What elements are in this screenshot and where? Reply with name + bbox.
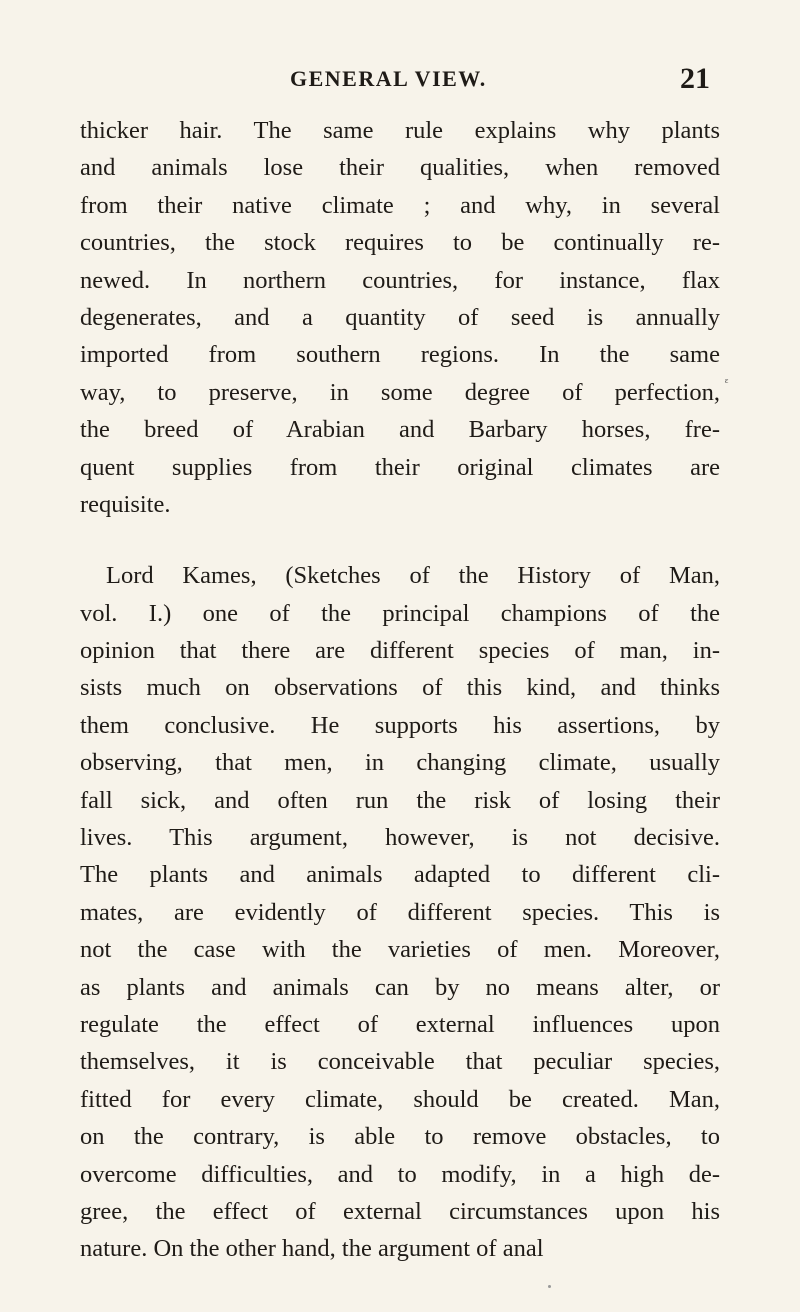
text-line: The plants and animals adapted to different cli- (80, 861, 720, 889)
text-line: not the case with the varieties of men. Moreover, (80, 936, 720, 964)
text-line: lives. This argument, however, is not decisive. (80, 824, 720, 852)
text-line: sists much on observations of this kind, and thinks (80, 674, 720, 702)
text-line: opinion that there are different species of man, in- (80, 637, 720, 665)
text-line: observing, that men, in changing climate, usually (80, 749, 720, 777)
paragraph-2 (80, 557, 720, 1267)
page-header (0, 62, 800, 96)
text-line: from their native climate ; and why, in several (80, 191, 720, 219)
page-number: 21 (680, 62, 710, 95)
body-text (80, 112, 720, 1268)
text-line: them conclusive. He supports his assertions, by (80, 711, 720, 739)
text-line: and animals lose their qualities, when removed (80, 154, 720, 182)
text-line: quent supplies from their original climates are (80, 453, 720, 481)
text-line: Lord Kames, (Sketches of the History of Man, (106, 562, 720, 590)
text-line: as plants and animals can by no means alter, or (80, 973, 720, 1001)
text-line: requisite. (80, 490, 171, 518)
text-line: vol. I.) one of the principal champions of the (80, 599, 720, 627)
ink-speck (548, 1285, 551, 1288)
text-line: nature. On the other hand, the argument of anal (80, 1235, 544, 1263)
text-line: countries, the stock requires to be continually re- (80, 229, 720, 257)
text-line: on the contrary, is able to remove obstacles, to (80, 1123, 720, 1151)
text-line: newed. In northern countries, for instance, flax (80, 266, 720, 294)
text-line: themselves, it is conceivable that peculiar species, (80, 1048, 720, 1076)
margin-mark: ᵋ (725, 376, 729, 391)
text-line: regulate the effect of external influences upon (80, 1010, 720, 1038)
text-line: the breed of Arabian and Barbary horses, fre- (80, 416, 720, 444)
text-line: mates, are evidently of different species. This is (80, 898, 720, 926)
running-head: GENERAL VIEW. (290, 66, 487, 91)
text-line: way, to preserve, in some degree of perfection, (80, 378, 720, 406)
text-line: gree, the effect of external circumstances upon his (80, 1197, 720, 1225)
text-line: fitted for every climate, should be created. Man, (80, 1085, 720, 1113)
text-line: thicker hair. The same rule explains why plants (80, 117, 720, 144)
text-line: overcome difficulties, and to modify, in a high de- (80, 1160, 720, 1188)
paragraph-1 (80, 112, 720, 523)
text-line: degenerates, and a quantity of seed is annually (80, 303, 720, 331)
text-line: fall sick, and often run the risk of losing their (80, 786, 720, 814)
paragraph-gap (80, 523, 720, 557)
text-line: imported from southern regions. In the same (80, 341, 720, 369)
